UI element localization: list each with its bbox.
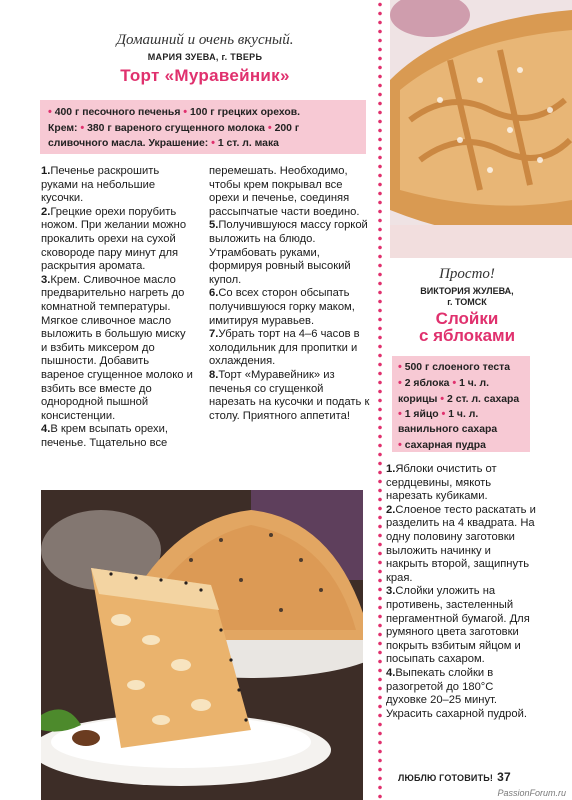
ingredient: 2 яблока: [404, 377, 450, 389]
recipe2-kicker: Просто!: [439, 266, 495, 282]
apple-puffs-illustration: [390, 0, 572, 258]
step: 4.В крем всыпать орехи, печенье. Тщательно все: [41, 423, 168, 449]
recipe2-steps-column: [386, 463, 536, 721]
step: 1.Яблоки очистить от сердцевины, мякоть нарезать кубиками.: [386, 463, 497, 503]
recipe2-author: ВИКТОРИЯ ЖУЛЕВА, г. ТОМСК: [420, 286, 514, 307]
anthill-cake-photo: [41, 490, 363, 800]
recipe1-kicker: Домашний и очень вкусный.: [116, 32, 294, 48]
ingredient-label: Украшение:: [148, 138, 209, 149]
page-number: 37: [497, 770, 511, 784]
ingredient: 1 ч. л. корицы: [398, 377, 490, 405]
ingredient: 1 ч. л. ванильного сахара: [398, 409, 498, 436]
recipe1-ingredients-box: • 400 г песочного печенья • 100 г грецких орехов. Крем: • 380 г вареного сгущенного молока • 200 г сливочного масла. Украшение: • 1 ст. л. мака: [40, 100, 366, 154]
step: 5.Получившуюся массу горкой выложить на блюдо. Утрамбовать руками, формируя ровный высокий купол.: [209, 219, 368, 286]
step: 7.Убрать торт на 4–6 часов в холодильник для пропитки и охлаждения.: [209, 328, 360, 368]
step: 3.Крем. Сливочное масло предварительно нагреть до комнатной температуры. Мягкое сливочное масло выложить в большую миску и взбить миксером до пышности. Добавить вареное сгущенное молоко и взбить все вместе до однородной пышной консистенции.: [41, 273, 193, 422]
recipe1-steps-column-left: [41, 165, 193, 450]
ingredient: 2 ст. л. сахара: [447, 393, 520, 405]
step: 4.Выпекать слойки в разогретой до 180°С духовке 20–25 минут. Украсить сахарной пудрой.: [386, 666, 527, 720]
step: 3.Слойки уложить на противень, застеленный пергаментной бумагой. Для румяного цвета заготовки покрыть взбитым яйцом и посыпать сахаром.: [386, 585, 530, 666]
ingredient: сахарная пудра: [404, 439, 486, 451]
watermark: PassionForum.ru: [497, 788, 566, 798]
step: 6.Со всех сторон обсыпать получившуюся горку маком, имитируя муравьев.: [209, 287, 355, 327]
anthill-cake-illustration: [41, 490, 363, 800]
ingredient: 380 г вареного сгущенного молока: [87, 122, 265, 134]
ingredient: 1 ст. л. мака: [217, 138, 279, 149]
step: 2.Грецкие орехи порубить ножом. При желании можно прокалить орехи на сухой сковороде пару минут для раскрытия аромата.: [41, 205, 187, 273]
page-footer: [398, 770, 511, 784]
ingredient: 1 яйцо: [404, 409, 439, 421]
recipe2-title: Слойки с яблоками: [418, 309, 516, 345]
step: 8.Торт «Муравейник» из печенья со сгущенкой нарезать на кусочки и подать к столу. Приятного аппетита!: [209, 368, 370, 422]
apple-puffs-photo: [390, 0, 572, 258]
step: 2.Слоеное тесто раскатать и разделить на 4 квадрата. На одну половину заготовки выложить начинку и накрыть второй, защипнуть края.: [386, 503, 536, 584]
recipe1-author: МАРИЯ ЗУЕВА, г. ТВЕРЬ: [147, 52, 263, 62]
step-continued: перемешать. Необходимо, чтобы крем покрывал все орехи и печенье, соединяя рассыпчатые части воедино.: [209, 165, 360, 218]
ingredient-label: Крем:: [48, 122, 78, 134]
recipe2-ingredients-box: • 500 г слоеного теста • 2 яблока • 1 ч. л. корицы • 2 ст. л. сахара • 1 яйцо • 1 ч. л. ванильного сахара • сахарная пудра: [392, 356, 530, 452]
ingredient: 500 г слоеного теста: [404, 362, 510, 373]
recipe1-title: Торт «Муравейник»: [120, 66, 290, 85]
recipe1-steps-column-right: [209, 165, 371, 423]
step: 1.Печенье раскрошить руками на небольшие кусочки.: [41, 165, 160, 205]
ingredient: 400 г песочного печенья: [54, 107, 181, 118]
ingredient: 100 г грецких орехов.: [190, 107, 301, 118]
ingredient: 200 г сливочного масла.: [48, 122, 300, 149]
magazine-name: ЛЮБЛЮ ГОТОВИТЬ!: [398, 773, 494, 783]
column-separator: [376, 0, 384, 800]
